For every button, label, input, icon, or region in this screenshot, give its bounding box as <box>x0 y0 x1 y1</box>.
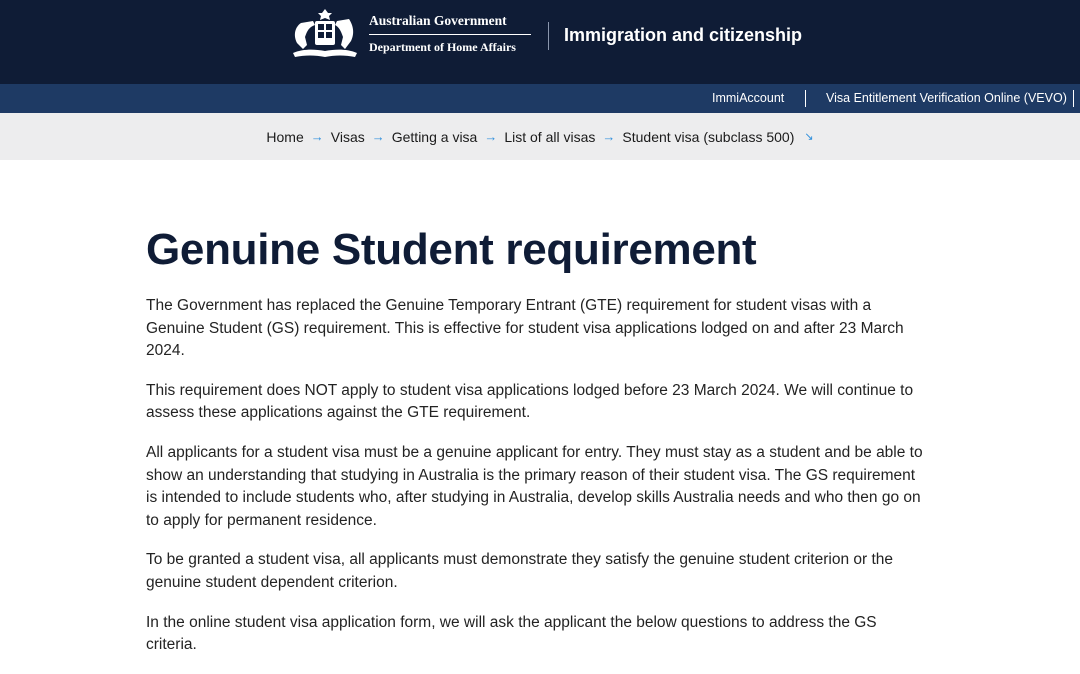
breadcrumb-list-of-all-visas[interactable]: List of all visas <box>504 128 596 145</box>
paragraph: All applicants for a student visa must be a genuine applicant for entry. They must stay as a student and be able to show an understanding that studying in Australia is the primary reason of their student visa. The GS requirement is intended to include students who, after studying in Australia, develop skills Australia needs and who then go on to apply for permanent residence. <box>146 443 923 529</box>
arrow-right-icon: → <box>310 129 324 144</box>
breadcrumb-visas[interactable]: Visas <box>330 128 365 145</box>
page-title: Genuine Student requirement <box>146 225 757 274</box>
government-logo-link[interactable] <box>285 4 531 64</box>
paragraph: This requirement does NOT apply to student visa applications lodged before 23 March 2024. We will continue to assess these applications against the GTE requirement. <box>146 381 914 422</box>
breadcrumb-getting-a-visa[interactable]: Getting a visa <box>391 128 478 145</box>
utility-bar <box>0 84 1080 113</box>
vevo-link[interactable]: Visa Entitlement Verification Online (VEVO) <box>826 91 1067 105</box>
coat-of-arms-icon <box>285 5 365 63</box>
arrow-right-icon: → <box>602 129 616 144</box>
utility-separator <box>805 90 806 107</box>
main-content <box>146 225 926 674</box>
arrow-right-icon: → <box>484 129 498 144</box>
breadcrumb-home[interactable]: Home <box>266 128 304 145</box>
paragraph: In the online student visa application form, we will ask the applicant the below questions to address the GS criteria. <box>146 613 877 654</box>
site-title[interactable]: Immigration and citizenship <box>564 25 803 45</box>
utility-separator <box>1073 90 1074 107</box>
department-name: Department of Home Affairs <box>369 40 516 54</box>
header-divider <box>548 22 549 50</box>
paragraph: The Government has replaced the Genuine Temporary Entrant (GTE) requirement for student visas with a Genuine Student (GS) requirement. This is effective for student visa applications lodged on and after 23 March 2024. <box>146 297 904 360</box>
expand-arrow-icon[interactable]: ↘ <box>804 131 814 143</box>
government-lockup <box>369 13 531 55</box>
paragraph: To be granted a student visa, all applicants must demonstrate they satisfy the genuine student criterion or the genuine student dependent criterion. <box>146 551 894 591</box>
gov-name: Australian Government <box>369 13 531 35</box>
site-header <box>0 0 1080 84</box>
breadcrumb <box>0 113 1080 160</box>
breadcrumb-student-visa[interactable]: Student visa (subclass 500) <box>622 128 795 145</box>
arrow-right-icon: → <box>371 129 385 144</box>
immiaccount-link[interactable]: ImmiAccount <box>712 91 785 105</box>
